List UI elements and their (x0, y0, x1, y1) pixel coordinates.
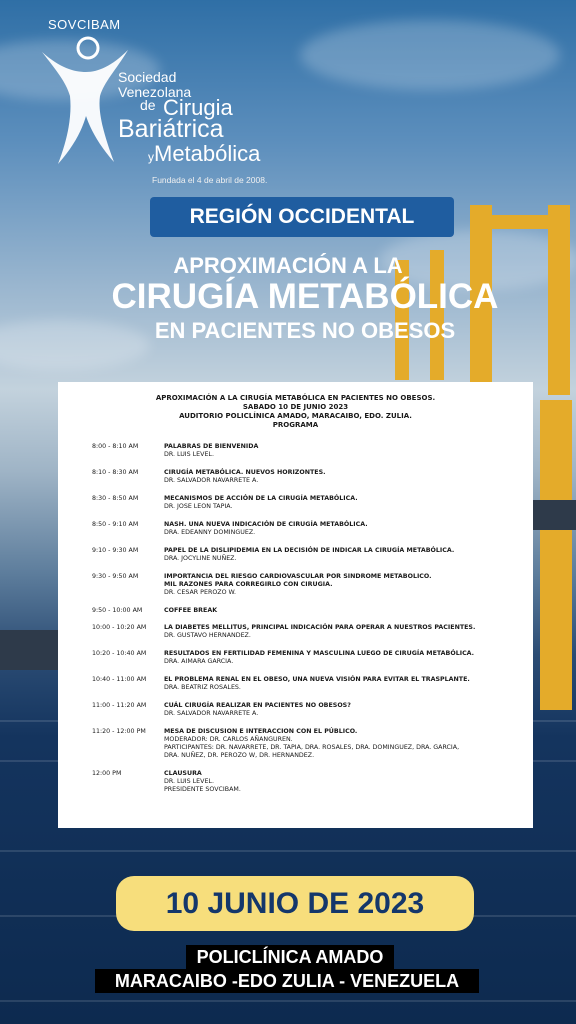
program-item-detail: DRA. AIMARA GARCIA. (164, 658, 234, 665)
logo-text-line: Cirugia (163, 95, 233, 120)
program-item-time: 10:40 - 11:00 AM (92, 676, 147, 683)
program-item-detail: PRESIDENTE SOVCIBAM. (164, 786, 241, 793)
program-item-title: RESULTADOS EN FERTILIDAD FEMENINA Y MASCULINA LUEGO DE CIRUGÍA METABÓLICA. (164, 650, 475, 657)
program-item-time: 8:30 - 8:50 AM (92, 495, 139, 502)
bridge-deck (0, 630, 60, 670)
program-item-title: IMPORTANCIA DEL RIESGO CARDIOVASCULAR POR SINDROME METABOLICO. MIL RAZONES PARA CORREGIRLO CON CIRUGIA. (164, 573, 432, 588)
program-item (92, 495, 533, 511)
program-header-line: SABADO 10 DE JUNIO 2023 (242, 403, 349, 411)
program-item-detail: PARTICIPANTES: DR. NAVARRETE, DR. TAPIA, DRA. ROSALES, DRA. DOMINGUEZ, DRA. GARCIA, (164, 744, 460, 751)
program-item (92, 547, 533, 563)
program-item-time: 11:00 - 11:20 AM (92, 702, 147, 709)
program-item-title: MECANISMOS DE ACCIÓN DE LA CIRUGÍA METABÓLICA. (164, 495, 358, 502)
logo-text-line: Bariátrica (118, 115, 224, 143)
bridge-pillar (540, 400, 572, 710)
program-card (58, 382, 533, 828)
program-item-detail: DR. CESAR PEROZO W. (164, 589, 237, 596)
program-item-time: 8:10 - 8:30 AM (92, 469, 139, 476)
person-figure-icon (40, 30, 130, 170)
program-item (92, 650, 533, 666)
title-line-3: EN PACIENTES NO OBESOS (154, 318, 456, 343)
program-item-body (164, 676, 533, 692)
program-item-time: 10:20 - 10:40 AM (92, 650, 147, 657)
program-header-line: AUDITORIO POLICLÍNICA AMADO, MARACAIBO, EDO. ZULIA. (179, 412, 412, 420)
program-item-body (164, 770, 533, 794)
program-item-detail: DR. SALVADOR NAVARRETE A. (164, 710, 259, 717)
program-item-detail: DR. LUIS LEVEL. (164, 451, 214, 458)
logo-text-metabolica: Metabólica (154, 141, 261, 166)
program-item-time: 8:50 - 9:10 AM (92, 521, 139, 528)
program-item-title: COFFEE BREAK (164, 607, 218, 614)
program-item-title: EL PROBLEMA RENAL EN EL OBESO, UNA NUEVA VISIÓN PARA EVITAR EL TRASPLANTE. (164, 676, 470, 683)
program-item-time: 12:00 PM (92, 770, 122, 777)
program-item-detail: DR. LUIS LEVEL. (164, 778, 214, 785)
logo-text-line (148, 143, 260, 165)
program-item-detail: DRA. JOCYLINE NUÑEZ. (164, 555, 237, 562)
program-item-time: 11:20 - 12:00 PM (92, 728, 146, 735)
program-header-line: PROGRAMA (272, 421, 319, 429)
title-line-1: APROXIMACIÓN A LA (173, 253, 403, 278)
program-item-body (164, 624, 533, 640)
program-item-body (164, 607, 533, 615)
venue-location: MARACAIBO -EDO ZULIA - VENEZUELA (95, 969, 479, 993)
program-item (92, 607, 533, 615)
program-item-title: PAPEL DE LA DISLIPIDEMIA EN LA DECISIÓN DE INDICAR LA CIRUGÍA METABÓLICA. (164, 547, 455, 554)
sea-wave (0, 850, 576, 852)
program-item-detail: DRA. NUÑEZ, DR. PEROZO W, DR. HERNANDEZ. (164, 752, 315, 759)
program-item-time: 9:30 - 9:50 AM (92, 573, 139, 580)
program-item-detail: DR. SALVADOR NAVARRETE A. (164, 477, 259, 484)
program-item-time: 9:10 - 9:30 AM (92, 547, 139, 554)
program-item-time: 10:00 - 10:20 AM (92, 624, 147, 631)
program-item-detail: DR. GUSTAVO HERNANDEZ. (164, 632, 251, 639)
title-line-2: CIRUGÍA METABÓLICA (111, 277, 499, 316)
program-list (58, 443, 533, 794)
event-date: 10 JUNIO DE 2023 (116, 876, 474, 931)
program-item-body (164, 650, 533, 666)
logo-text-y: y (148, 150, 154, 164)
program-item (92, 728, 533, 760)
program-item-body (164, 728, 533, 760)
program-item-body (164, 573, 533, 597)
program-item-body (164, 469, 533, 485)
program-item-body (164, 495, 533, 511)
program-item-time: 9:50 - 10:00 AM (92, 607, 143, 614)
logo-founded-date: Fundada el 4 de abril de 2008. (152, 175, 268, 185)
program-item-title: LA DIABETES MELLITUS, PRINCIPAL INDICACIÓN PARA OPERAR A NUESTROS PACIENTES. (164, 624, 476, 631)
program-item (92, 676, 533, 692)
program-item (92, 702, 533, 718)
program-item-title: PALABRAS DE BIENVENIDA (164, 443, 259, 450)
program-item (92, 443, 533, 459)
logo-text-line: Venezolana (118, 84, 192, 100)
program-item (92, 521, 533, 537)
cloud (300, 20, 560, 90)
program-item (92, 469, 533, 485)
program-item-title: NASH. UNA NUEVA INDICACIÓN DE CIRUGÍA METABÓLICA. (164, 521, 368, 528)
program-item-detail: MODERADOR: DR. CARLOS AÑANGUREN. (164, 736, 293, 743)
program-item-body (164, 443, 533, 459)
program-item-body (164, 702, 533, 718)
program-item-body (164, 521, 533, 537)
sea-wave (0, 1000, 576, 1002)
program-item-title: CUÁL CIRUGÍA REALIZAR EN PACIENTES NO OBESOS? (164, 702, 351, 709)
program-item-detail: DR. JOSE LEON TAPIA. (164, 503, 233, 510)
program-item-title: CIRUGÍA METABÓLICA. NUEVOS HORIZONTES. (164, 469, 326, 476)
bridge-crossbar (470, 215, 570, 229)
logo-acronym: SOVCIBAM (48, 17, 121, 32)
program-item-time: 8:00 - 8:10 AM (92, 443, 139, 450)
program-item-detail: DRA. BEATRIZ ROSALES. (164, 684, 241, 691)
program-item (92, 770, 533, 794)
program-item-title: MESA DE DISCUSION E INTERACCION CON EL PÚBLICO. (164, 728, 358, 735)
logo-text-line: de (140, 97, 156, 113)
program-item-body (164, 547, 533, 563)
program-header-line: APROXIMACIÓN A LA CIRUGÍA METABÓLICA EN PACIENTES NO OBESOS. (155, 394, 436, 402)
program-header (58, 394, 533, 430)
program-item (92, 573, 533, 597)
program-item-detail: DRA. EDEANNY DOMINGUEZ. (164, 529, 256, 536)
program-item-title: CLAUSURA (164, 770, 202, 777)
region-badge: REGIÓN OCCIDENTAL (150, 197, 454, 237)
bridge-deck (533, 500, 576, 530)
venue-name: POLICLÍNICA AMADO (186, 945, 394, 969)
program-item (92, 624, 533, 640)
logo-text-line: Sociedad (118, 69, 177, 85)
